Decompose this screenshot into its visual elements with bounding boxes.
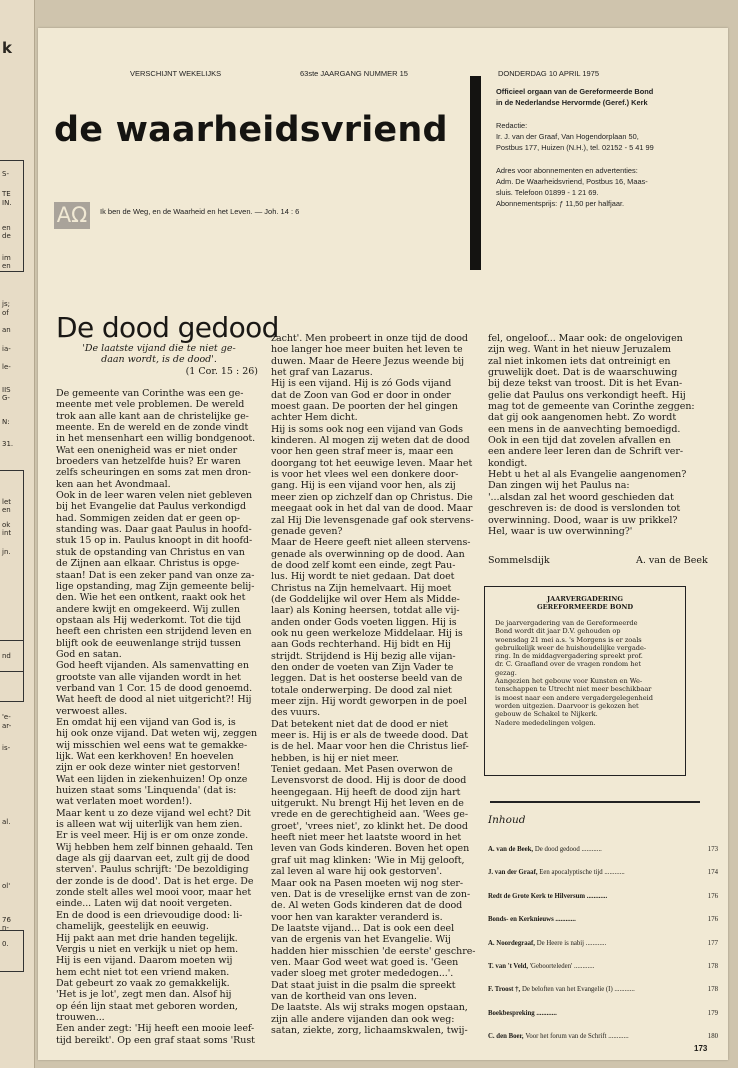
toc-author: A. van de Beek,	[488, 846, 535, 853]
adjacent-text-fragment: ol'	[2, 882, 11, 890]
adjacent-text-fragment: 76	[2, 916, 11, 924]
article-line: graf uit mag klinken: 'Wie in Mij gelooft,	[271, 854, 465, 866]
adjacent-text-fragment: TE	[2, 190, 11, 198]
article-line: des vuurs.	[271, 707, 321, 719]
article-line: zonde stelt alles wel mooi voor, maar het	[56, 887, 252, 899]
article-line: gruwelijk doet. Dat is de waarschuwing	[488, 367, 678, 379]
adjacent-text-fragment: 'e-	[2, 713, 11, 721]
article-line: zal Hij Die levensgenade gaf ook stervens-	[271, 514, 474, 526]
newspaper-page	[38, 28, 728, 1060]
toc-author: T. van 't Veld,	[488, 962, 530, 970]
adjacent-text-fragment: k	[2, 39, 12, 57]
notice-title: JAARVERGADERING	[547, 595, 623, 603]
toc-author: F. Troost †,	[488, 986, 522, 994]
article-line: op één lijn staat met geboren worden,	[56, 1000, 238, 1012]
toc-author: J. van der Graaf,	[488, 869, 540, 877]
article-line: zal leven al ware hij ook gestorven'.	[271, 866, 443, 878]
article-line: dage als gij daarvan eet, zult gij de dood	[56, 853, 250, 865]
article-line: chamelijk, geestelijk en eeuwig.	[56, 921, 209, 933]
toc-entry-title: Een apocalyptische tijd ............	[539, 869, 625, 877]
article-line: '...alsdan zal het woord geschieden dat	[488, 491, 674, 503]
article-line: God en satan.	[56, 648, 122, 660]
article-line: Maar kent u zo deze vijand wel echt? Dit	[56, 807, 251, 819]
motto: Ik ben de Weg, en de Waarheid en het Leven. — Joh. 14 : 6	[100, 207, 300, 216]
article-line: einde... Laten wij dat nooit vergeten.	[56, 898, 233, 910]
subscription-line: sluis. Telefoon 01899 - 1 21 69.	[496, 188, 599, 197]
article-line: aan Gods rechterhand. Hij bidt en Hij	[271, 639, 451, 651]
article-line: satan, ziekte, zorg, lichaamskwalen, twij-	[271, 1024, 468, 1036]
article-line: van de kortheid van ons leven.	[271, 990, 417, 1002]
article-line: En de dood is een drievoudige dood: li-	[56, 909, 243, 921]
article-line: Wat een onenigheid was er niet onder	[56, 444, 238, 456]
article-line: Maar ook na Pasen moeten wij nog ster-	[271, 877, 464, 889]
toc-entry	[488, 916, 718, 939]
article-line: Hij pakt aan met drie handen tegelijk.	[56, 932, 238, 944]
toc-entry	[488, 963, 718, 986]
adjacent-text-fragment: of	[2, 309, 9, 317]
article-line: Ook in de leer waren velen niet gebleven	[56, 490, 253, 502]
adjacent-text-fragment: im	[2, 254, 11, 262]
article-line: bij het Evangelie dat Paulus verkondigd	[56, 501, 247, 513]
article-line: vrede en de gerechtigheid aan. 'Wees ge-	[271, 809, 468, 821]
toc-page-number: 179	[707, 1009, 718, 1017]
article-line: hem echt niet tot een vriend maken.	[56, 966, 230, 978]
article-line: Teniet gedaan. Met Pasen overwon de	[271, 764, 453, 776]
epigraph-line: 'De laatste vijand die te niet ge-	[82, 343, 236, 354]
volume-label: 63ste JAARGANG NUMMER 15	[300, 69, 408, 78]
article-line: Maar de Heere geeft niet alleen stervens-	[271, 537, 471, 549]
article-line: anden onder Gods voeten liggen. Hij is	[271, 616, 457, 628]
adjacent-text-fragment: jn.	[2, 548, 11, 556]
article-line: dat de Zoon van God er door in onder	[271, 389, 451, 401]
article-line: den onder de voeten van Zijn Vader te	[271, 661, 454, 673]
article-line: kinderen. Al mogen zij weten dat de dood	[271, 435, 470, 447]
toc-page-number: 178	[707, 986, 718, 994]
article-line: God heeft vijanden. Als samenvatting en	[56, 660, 249, 672]
article-line: stuk 15 op in. Paulus knoopt in dit hoofd-	[56, 535, 253, 547]
article-line: Wat een lijden in ziekenhuizen! Op onze	[56, 773, 248, 785]
adjacent-box-frame	[0, 640, 24, 702]
toc-entry-title: De Heere is nabij ............	[536, 939, 607, 947]
article-line: groet', 'vrees niet', zo klinkt het. De dood	[271, 820, 468, 832]
adjacent-text-fragment: en	[2, 262, 11, 270]
issue-date: DONDERDAG 10 APRIL 1975	[498, 69, 600, 78]
notice-line: worden uitgezien. Daarvoor is gekozen het	[495, 701, 639, 710]
article-line: staan! Dat is een zeker pand van onze za-	[56, 569, 255, 581]
article-line: Hij is een vijand. Hij is zó Gods vijand	[271, 378, 452, 390]
article-line: De gemeente van Corinthe was een ge-	[56, 388, 244, 399]
toc-page-number: 174	[707, 869, 718, 877]
adjacent-text-fragment: en	[2, 224, 11, 232]
notice-title: GEREFORMEERDE BOND	[536, 603, 634, 611]
notice-line: tenschappen te Utrecht niet meer beschikbaar	[495, 685, 652, 694]
organ-line: Officieel orgaan van de Gereformeerde Bond	[496, 87, 654, 96]
article-line: blijft ook de eeuwenlange strijd tussen	[56, 637, 241, 649]
article-line: achter Hem dicht.	[271, 412, 358, 424]
notice-line: Aangezien het gebouw voor Kunsten en We-	[495, 677, 643, 686]
article-line: Christus na Zijn hemelvaart. Hij moet	[271, 582, 452, 594]
page-number: 173	[694, 1044, 708, 1053]
article-line: sterven'. Paulus schrijft: 'De bezoldiging	[56, 864, 249, 876]
adjacent-text-fragment: IIS	[2, 386, 11, 394]
article-line: voor hen van karakter veranderd is.	[271, 911, 443, 923]
article-line: Hel, waar is uw overwinning?'	[488, 525, 633, 537]
article-line: de. Al weten Gods kinderen dat de dood	[271, 900, 463, 912]
article-line: Levensvorst de dood. Hij is door de dood	[271, 775, 467, 787]
article-line: zal niet inkomen iets dat ontreinigt en	[488, 355, 671, 367]
organ-info	[496, 86, 716, 108]
article-line: lus. Hij wordt te niet gedaan. Dat doet	[271, 571, 455, 583]
notice-line: Nadere mededelingen volgen.	[495, 718, 596, 727]
article-line: Dat betekent niet dat de dood er niet	[271, 718, 449, 730]
article-line: totale onderwerping. De dood zal niet	[271, 684, 452, 696]
toc-page-number: 180	[707, 1033, 718, 1041]
toc-entry	[488, 846, 718, 869]
article-line: ven. Maar God weet wat goed is. 'Geen	[271, 956, 459, 968]
article-line: uitgerukt. Nu brengt Hij het leven en de	[271, 798, 464, 810]
article-line: lijk. Wat een kerkhoven! En hoevelen	[56, 751, 234, 762]
article-line: bij deze tekst van troost. Dit is het Evan-	[488, 378, 683, 390]
article-line: is de hel. Maar voor hen die Christus lief-	[271, 741, 469, 753]
article-line: een mens in de aanvechting bemoedigd.	[488, 423, 681, 435]
masthead-divider	[470, 76, 481, 270]
notice-line: gebruikelijk weer de huishoudelijke vergade-	[495, 643, 647, 652]
article-line: strijdt. Strijdend is Hij bezig alle vijan-	[271, 650, 456, 662]
article-line: de dood zelf komt een einde, zegt Pau-	[271, 559, 456, 571]
toc-author: A. Noordegraaf,	[488, 939, 537, 947]
toc-entry-title: 'Geboorteleden' ............	[529, 962, 595, 970]
toc-entry	[488, 1010, 718, 1033]
notice-line: Bond wordt dit jaar D.V. gehouden op	[495, 627, 621, 636]
masthead-title: de waarheidsvriend	[54, 110, 448, 150]
toc-entry	[488, 869, 718, 892]
article-line: trok aan alle kant aan de christelijke ge-	[56, 410, 249, 422]
article-line: leggen. Dat is het oosterse beeld van de	[271, 673, 463, 685]
adjacent-text-fragment: le-	[2, 363, 11, 371]
toc-entry-title: De dood gedood ............	[534, 846, 602, 853]
article-line: zijn er ook deze winter niet gestorven!	[56, 762, 241, 774]
toc-author: C. den Boer,	[488, 1033, 526, 1041]
toc-entry-title: Bonds- en Kerknieuws ............	[488, 916, 576, 924]
adjacent-text-fragment: de	[2, 232, 11, 240]
toc-entry	[488, 986, 718, 1009]
frequency-label: VERSCHIJNT WEKELIJKS	[130, 69, 222, 78]
article-line: zelfs scheuringen en soms zat men dron-	[56, 467, 251, 479]
notice-line: gezag.	[495, 668, 517, 677]
article-line: zijn alle andere vijanden dan ook weg:	[271, 1013, 455, 1025]
article-title: De dood gedood	[56, 311, 279, 344]
article-line: trouwen...	[56, 1011, 105, 1023]
article-column-1	[56, 388, 268, 1046]
article-line: wat verlaten moet worden!).	[56, 796, 193, 808]
article-line: zacht'. Men probeert in onze tijd de dood	[271, 333, 468, 344]
article-line: tijd bereikt'. Op een graf staat soms 'Rust	[56, 1034, 255, 1046]
toc-entry-title: Boekbespreking ............	[488, 1009, 557, 1017]
article-line: der zonde is de dood'. Dat is het erge. De	[56, 875, 254, 887]
article-line: zijn weg. Want in het nieuw Jeruzalem	[488, 344, 671, 356]
article-line: van de ergenis van het Evangelie. Wij	[271, 934, 451, 946]
article-line: Ook in een tijd dat zovelen afvallen en	[488, 435, 671, 447]
adjacent-text-fragment: js;	[2, 300, 10, 308]
article-line: heeft een christen een strijdend leven en	[56, 626, 252, 638]
adjacent-text-fragment: N:	[2, 418, 10, 426]
notice-line: is moest naar een andere vergadergelegenheid	[495, 693, 653, 702]
meeting-notice-box	[484, 586, 686, 776]
article-line: is voor het vlees wel een donkere door-	[271, 469, 459, 481]
article-line: (de Goddelijke wil over Hem als Midde-	[271, 593, 460, 605]
article-line: Wij hebben hem zelf binnen gehaald. Ten	[56, 841, 254, 853]
article-line: hadden hier misschien 'de eerste' geschre-	[271, 945, 476, 957]
article-line: mag tot de gemeente van Corinthe zeggen:	[488, 401, 695, 413]
article-line: moest gaan. De poorten der hel gingen	[271, 401, 458, 413]
article-line: grootste van alle vijanden wordt in het	[56, 671, 241, 683]
adjacent-text-fragment: al.	[2, 818, 11, 826]
article-line: broeders van hetzelfde huis? Er waren	[56, 456, 241, 468]
article-line: andere kwijt en omgekeerd. Wij zullen	[56, 603, 240, 615]
editorial-line: Ir. J. van der Graaf, Van Hogendorplaan 50,	[496, 132, 639, 141]
toc-page-number: 178	[707, 962, 718, 970]
subscription-line: Adres voor abonnementen en advertenties:	[496, 166, 638, 175]
adjacent-text-fragment: ok	[2, 521, 11, 529]
organ-line: in de Nederlandse Hervormde (Geref.) Kerk	[496, 98, 648, 107]
article-line: Dat gebeurt zo vaak zo gemakkelijk.	[56, 977, 230, 989]
article-line: is alleen wat wij uiterlijk van hem zien.	[56, 819, 243, 831]
article-line: Een ander zegt: 'Hij heeft een mooie leef-	[56, 1023, 255, 1035]
article-line: vader sloeg met groter mededogen...'.	[271, 968, 454, 980]
adjacent-text-fragment: S-	[2, 170, 9, 178]
toc-entry	[488, 1033, 718, 1056]
editorial-info	[496, 120, 716, 153]
toc-page-number: 176	[707, 916, 718, 924]
article-line: standing was. Daar gaat Paulus in hoofd-	[56, 524, 252, 536]
article-line: Hij is soms ook nog een vijand van Gods	[271, 423, 463, 435]
toc-title: Inhoud	[488, 814, 526, 826]
adjacent-text-fragment: en	[2, 506, 11, 514]
adjacent-box-frame	[0, 160, 24, 272]
article-line: den. Wie het een ontkent, raakt ook het	[56, 592, 246, 604]
article-line: Er is veel meer. Hij is er om onze zonde.	[56, 830, 249, 842]
article-line: De laatste. Als wij straks mogen opstaan,	[271, 1002, 468, 1014]
adjacent-text-fragment: ia-	[2, 345, 11, 353]
toc-page-number: 176	[707, 892, 718, 900]
article-line: lige opstanding, mag Zijn gemeente belij-	[56, 580, 255, 592]
article-line: meer zijn. Hij wordt geworpen in de poel	[271, 696, 467, 707]
article-column-2	[271, 333, 486, 1036]
article-line: stuk de opstanding van Christus en van	[56, 546, 245, 558]
editorial-line: Postbus 177, Huizen (N.H.), tel. 02152 - 5 41 99	[496, 143, 654, 152]
notice-line: ring. In de middagvergadering spreekt prof.	[495, 652, 643, 661]
article-line: wij misschien wel eens wat te gemakke-	[56, 739, 248, 751]
article-line: dat gij ook aangenomen hebt. Zo wordt	[488, 412, 677, 424]
toc-entry	[488, 893, 718, 916]
article-line: in het mensenhart een willig bondgenoot.	[56, 433, 256, 445]
article-line: Dan zingen wij het Paulus na:	[488, 480, 630, 492]
adjacent-text-fragment: IN.	[2, 199, 12, 207]
alpha-omega-logo: AΩ	[54, 202, 90, 229]
epigraph-reference: (1 Cor. 15 : 26)	[185, 366, 258, 377]
article-line: De laatste vijand... Dat is ook een deel	[271, 922, 455, 934]
editorial-label: Redactie:	[496, 121, 528, 130]
article-line: heengegaan. Hij heeft de dood zijn hart	[271, 786, 461, 798]
article-line: een andere leer leren dan de Schrift ver-	[488, 446, 684, 458]
article-line: ven. Dat is de vreselijke ernst van de zon-	[271, 888, 471, 900]
adjacent-text-fragment: is-	[2, 744, 11, 752]
toc-entry-title: De beloften van het Evangelie (I) ............	[521, 986, 635, 994]
subscription-line: Abonnementsprijs: ƒ 11,50 per halfjaar.	[496, 199, 625, 208]
notice-line: gebouw de Schakel te Nijkerk.	[495, 710, 598, 719]
article-line: gang. Hij is een vijand voor hen, als zij	[271, 480, 456, 492]
article-line: meer zien op zichzelf dan op Christus. Die	[271, 491, 473, 503]
article-line: Hebt u het al als Evangelie aangenomen?	[488, 469, 687, 481]
article-line: meer is. Hij is er als de tweede dood. Dat	[271, 730, 469, 742]
article-line: Vergis u niet en verkijk u niet op hem.	[56, 943, 239, 955]
article-line: doorgang tot het eeuwige leven. Maar het	[271, 457, 473, 469]
article-line: genade als overwinning op de dood. Aan	[271, 548, 465, 560]
article-line: verwoest alles.	[56, 705, 128, 717]
adjacent-text-fragment: ar-	[2, 722, 12, 730]
adjacent-text-fragment: 0.	[2, 940, 9, 948]
article-line: 'Het is je lot', zegt men dan. Alsof hij	[56, 989, 232, 1001]
article-line: meente. En de wereld en de zonde vindt	[56, 422, 249, 434]
article-line: kondigt.	[488, 457, 528, 469]
article-line: meente met vele problemen. De wereld	[56, 399, 245, 411]
article-line: opstaan als Hij wederkomt. Tot die tijd	[56, 614, 242, 626]
adjacent-text-fragment: n-	[2, 924, 9, 932]
article-line: leven van Gods kinderen. Boven het open	[271, 843, 470, 855]
article-line: laar) als Koning heersen, totdat alle vij-	[271, 605, 460, 617]
epigraph	[60, 343, 258, 365]
subscription-info	[496, 165, 716, 209]
epigraph-line: daan wordt, is de dood'.	[101, 354, 217, 365]
toc-entry-title: Redt de Grote Kerk te Hilversum ............	[488, 892, 608, 900]
article-line: En omdat hij een vijand van God is, is	[56, 716, 236, 728]
article-line: duwen. Maar de Heere Jezus weende bij	[271, 355, 465, 367]
adjacent-text-fragment: an	[2, 326, 11, 334]
adjacent-text-fragment: 31.	[2, 440, 14, 448]
article-line: hebben, is hij er niet meer.	[271, 752, 399, 764]
article-line: had. Sommigen zeiden dat er geen op-	[56, 512, 240, 524]
notice-line: dr. C. Graafland over de vragen rondom het	[495, 660, 642, 669]
notice-line: De jaarvergadering van de Gereformeerde	[495, 619, 638, 627]
adjacent-text-fragment: nd	[2, 652, 11, 660]
article-line: meegaat ook in het dal van de dood. Maar	[271, 503, 473, 515]
article-line: heeft niet meer het laatste woord in het	[271, 832, 462, 844]
article-line: huizen staat soms 'Linquenda' (dat is:	[56, 785, 237, 797]
article-line: hoe langer hoe meer buiten het leven te	[271, 344, 463, 356]
adjacent-box-frame	[0, 930, 24, 972]
adjacent-text-fragment: G-	[2, 394, 10, 402]
notice-line: woensdag 21 mei a.s. 's Morgens is er zoals	[495, 635, 642, 644]
article-column-3	[488, 333, 710, 537]
article-line: gelie dat Paulus ons verkondigt heeft. Hij	[488, 389, 686, 401]
signature-author: A. van de Beek	[636, 555, 708, 566]
signature-place: Sommelsdijk	[488, 555, 550, 566]
subscription-line: Adm. De Waarheidsvriend, Postbus 16, Maas-	[496, 177, 648, 186]
article-line: de Zijnen aan elkaar. Christus is opge-	[56, 558, 240, 570]
article-line: ook nu geen werkeloze Middelaar. Hij is	[271, 627, 463, 639]
toc-entry-title: Voor het forum van de Schrift ............	[525, 1033, 629, 1041]
article-line: verband van 1 Cor. 15 de dood genoemd.	[56, 682, 253, 694]
article-line: geschreven is: de dood is verslonden tot	[488, 503, 681, 515]
article-line: genade geven?	[271, 525, 343, 537]
toc-page-number: 173	[707, 846, 718, 853]
adjacent-text-fragment: int	[2, 529, 12, 537]
article-line: hij ook onze vijand. Dat weten wij, zeggen	[56, 728, 258, 740]
article-line: ken aan het Avondmaal.	[56, 478, 171, 490]
toc-page-number: 177	[707, 939, 718, 947]
section-divider	[490, 801, 700, 803]
article-line: voor hen geen straf meer is, maar een	[271, 446, 454, 458]
article-line: het graf van Lazarus.	[271, 367, 373, 379]
article-line: overwinning. Dood, waar is uw prikkel?	[488, 514, 678, 526]
notice-body	[495, 619, 675, 727]
toc-entry	[488, 940, 718, 963]
article-line: Dat staat juist in die psalm die spreekt	[271, 979, 456, 991]
article-line: fel, ongeloof... Maar ook: de ongelovigen	[488, 333, 683, 344]
article-line: Wat heeft de dood al niet uitgericht?! Hij	[56, 694, 252, 706]
table-of-contents	[488, 846, 718, 1057]
adjacent-page-strip	[0, 0, 35, 1068]
adjacent-text-fragment: let	[2, 498, 11, 506]
article-line: Hij is een vijand. Daarom moeten wij	[56, 955, 233, 967]
